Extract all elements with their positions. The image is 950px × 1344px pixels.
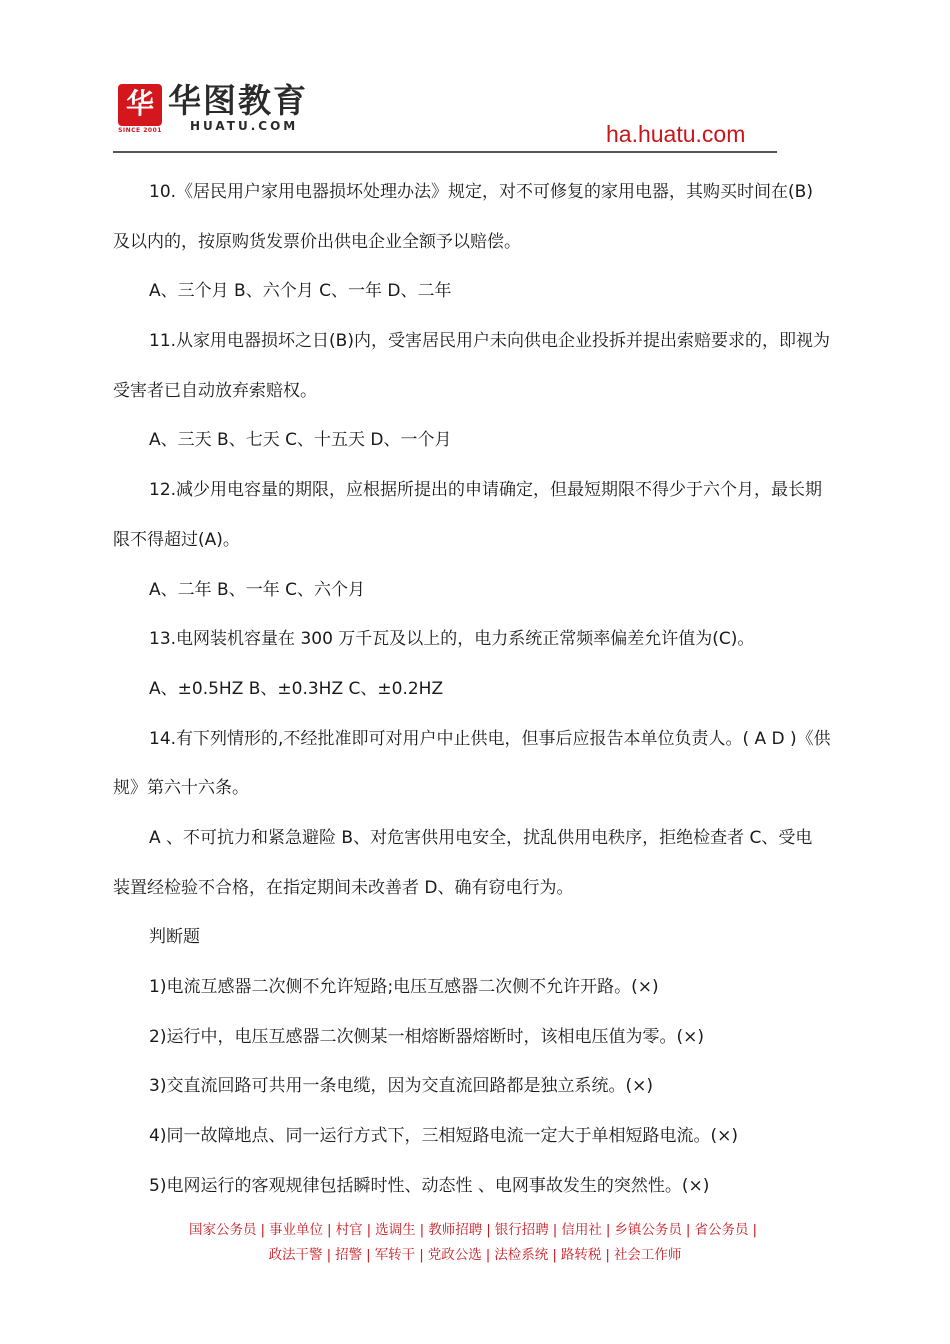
site-url-link[interactable]: ha.huatu.com bbox=[606, 121, 746, 147]
footer-separator: | bbox=[260, 1222, 266, 1238]
footer-separator: | bbox=[485, 1247, 491, 1263]
footer-separator: | bbox=[327, 1222, 332, 1238]
footer-link[interactable]: 村官 bbox=[335, 1222, 363, 1238]
text-line: 1)电流互感器二次侧不允许短路;电压互感器二次侧不允许开路。(×) bbox=[149, 977, 659, 997]
page-header bbox=[0, 0, 950, 160]
footer-separator: | bbox=[366, 1222, 372, 1238]
footer-link[interactable]: 党政公选 bbox=[427, 1247, 482, 1263]
header-divider bbox=[113, 151, 777, 153]
text-line: 及以内的，按原购货发票价出供电企业全额予以赔偿。 bbox=[113, 231, 521, 252]
text-line: 13.电网装机容量在 300 万千瓦及以上的，电力系统正常频率偏差允许值为(C)。 bbox=[149, 629, 755, 650]
footer-separator: | bbox=[605, 1247, 610, 1263]
footer-row-1 bbox=[0, 1218, 950, 1243]
text-line: 3)交直流回路可共用一条电缆，因为交直流回路都是独立系统。(×) bbox=[149, 1076, 653, 1097]
text-line: 受害者已自动放弃索赔权。 bbox=[113, 380, 317, 401]
text-line: A、三个月 B、六个月 C、一年 D、二年 bbox=[149, 281, 452, 302]
footer-link[interactable]: 军转干 bbox=[374, 1247, 416, 1263]
footer-link[interactable]: 信用社 bbox=[561, 1222, 602, 1238]
text-line: 规》第六十六条。 bbox=[113, 778, 249, 799]
text-line: 12.减少用电容量的期限，应根据所提出的申请确定，但最短期限不得少于六个月，最长期 bbox=[149, 480, 823, 501]
text-line: 判断题 bbox=[149, 927, 200, 948]
logo-name: 华图教育 bbox=[168, 81, 308, 120]
footer-separator: | bbox=[419, 1222, 425, 1238]
footer-separator: | bbox=[605, 1222, 611, 1238]
text-line: A、三天 B、七天 C、十五天 D、一个月 bbox=[149, 430, 452, 451]
text-line: A、二年 B、一年 C、六个月 bbox=[149, 579, 365, 600]
footer-link[interactable]: 教师招聘 bbox=[428, 1222, 483, 1238]
footer-link[interactable]: 银行招聘 bbox=[494, 1222, 549, 1238]
text-line: 10.《居民用户家用电器损坏处理办法》规定，对不可修复的家用电器，其购买时间在(B) bbox=[149, 182, 813, 202]
footer-link[interactable]: 省公务员 bbox=[694, 1222, 749, 1238]
footer-separator: | bbox=[419, 1247, 424, 1263]
footer-separator: | bbox=[685, 1222, 691, 1238]
text-line: A 、不可抗力和紧急避险 B、对危害供用电安全，扰乱供用电秩序，拒绝检查者 C、受电 bbox=[149, 827, 813, 848]
footer-link[interactable]: 政法干警 bbox=[268, 1247, 323, 1263]
footer-separator: | bbox=[366, 1247, 371, 1263]
huatu-logo-icon: 华 bbox=[118, 84, 162, 126]
footer-link[interactable]: 法检系统 bbox=[494, 1247, 549, 1263]
text-line: 5)电网运行的客观规律包括瞬时性、动态性 、电网事故发生的突然性。(×) bbox=[149, 1175, 710, 1196]
logo-since-text: SINCE 2001 bbox=[118, 127, 162, 134]
document-body bbox=[113, 168, 838, 1211]
footer-link[interactable]: 路转税 bbox=[560, 1247, 602, 1263]
footer-link[interactable]: 乡镇公务员 bbox=[614, 1222, 682, 1238]
footer-link[interactable]: 招警 bbox=[335, 1247, 363, 1263]
logo-domain: HUATU.COM bbox=[190, 119, 299, 133]
footer-row-2 bbox=[0, 1243, 950, 1268]
footer-links bbox=[0, 1218, 950, 1268]
footer-link[interactable]: 国家公务员 bbox=[188, 1222, 257, 1238]
text-line: 装置经检验不合格，在指定期间未改善者 D、确有窃电行为。 bbox=[113, 877, 574, 898]
text-line: 2)运行中，电压互感器二次侧某一相熔断器熔断时，该相电压值为零。(×) bbox=[149, 1026, 704, 1047]
text-line: 11.从家用电器损坏之日(B)内，受害居民用户未向供电企业投拆并提出索赔要求的，即视为 bbox=[149, 331, 830, 352]
footer-separator: | bbox=[552, 1247, 557, 1263]
text-line: 14.有下列情形的,不经批准即可对用户中止供电，但事后应报告本单位负责人。( A D )《供 bbox=[149, 728, 831, 749]
text-line: 4)同一故障地点、同一运行方式下，三相短路电流一定大于单相短路电流。(×) bbox=[149, 1126, 738, 1147]
footer-link[interactable]: 选调生 bbox=[375, 1222, 416, 1238]
footer-link[interactable]: 事业单位 bbox=[269, 1222, 324, 1238]
text-line: A、±0.5HZ B、±0.3HZ C、±0.2HZ bbox=[149, 678, 444, 699]
footer-separator: | bbox=[486, 1222, 491, 1238]
footer-separator: | bbox=[752, 1222, 758, 1238]
footer-separator: | bbox=[552, 1222, 558, 1238]
footer-link[interactable]: 社会工作师 bbox=[613, 1247, 682, 1263]
footer-separator: | bbox=[326, 1247, 332, 1263]
text-line: 限不得超过(A)。 bbox=[113, 529, 240, 550]
